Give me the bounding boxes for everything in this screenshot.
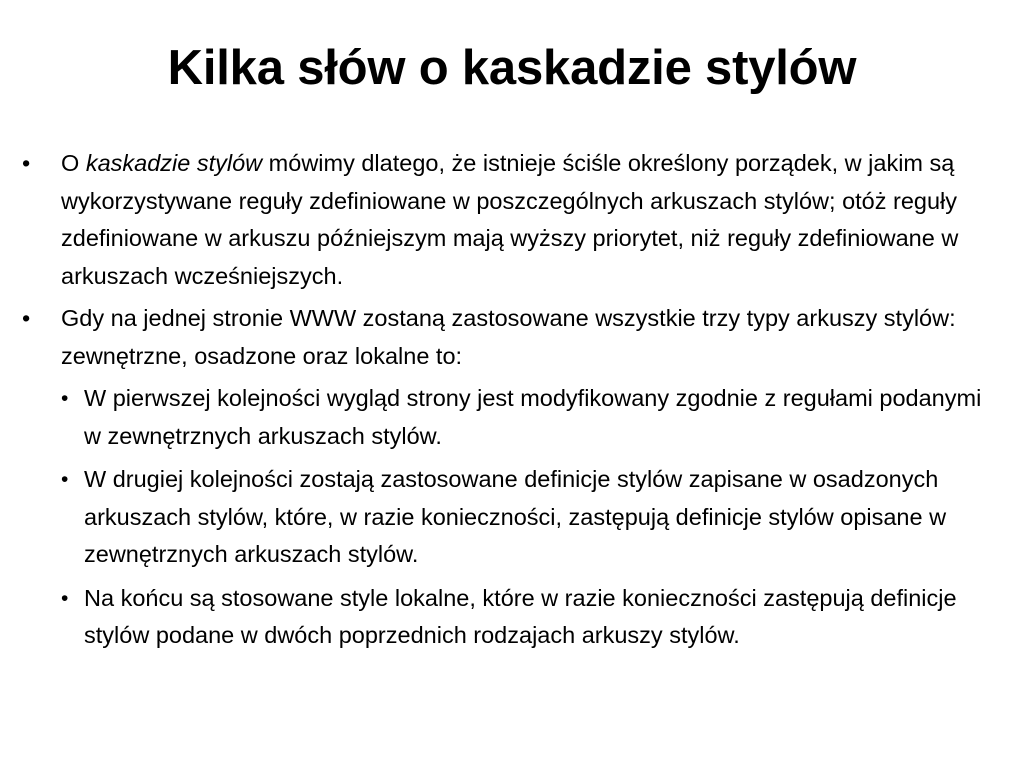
sub-bullet-item-local	[61, 580, 997, 655]
bullet-icon: •	[22, 305, 31, 331]
bullet-item-three-stylesheet-types	[22, 300, 997, 375]
sub-bullet-text: W pierwszej kolejności wygląd strony jest modyfikowany zgodnie z regułami podanymi w zewnętrznych arkuszach stylów.	[84, 385, 982, 449]
bullet-icon: •	[22, 150, 31, 176]
bullet-text-emphasis: kaskadzie stylów	[85, 150, 263, 176]
sub-bullet-text: W drugiej kolejności zostają zastosowane definicje stylów zapisane w osadzonych arkuszach stylów, które, w razie konieczności, zastępują definicje stylów opisane w zewnętrznych arkuszach stylów.	[84, 466, 947, 567]
sub-bullet-item-external	[61, 380, 997, 455]
bullet-text-pre: O	[61, 150, 86, 176]
bullet-text: Gdy na jednej stronie WWW zostaną zastosowane wszystkie trzy typy arkuszy stylów: zewnętrzne, osadzone oraz lokalne to:	[61, 305, 956, 369]
sub-bullet-text: Na końcu są stosowane style lokalne, które w razie konieczności zastępują definicje stylów podane w dwóch poprzednich rodzajach arkuszy stylów.	[84, 584, 957, 648]
slide-title: Kilka słów o kaskadzie stylów	[167, 41, 857, 95]
bullet-icon: •	[61, 468, 69, 491]
sub-bullet-item-embedded	[61, 461, 997, 574]
slide-content	[22, 145, 997, 661]
bullet-item-cascade-definition	[22, 145, 997, 295]
bullet-icon: •	[61, 387, 69, 410]
bullet-icon: •	[61, 586, 69, 610]
bullet-text-post: mówimy dlatego, że istnieje ściśle określony porządek, w jakim są wykorzystywane reguły zdefiniowane w poszczególnych arkuszach stylów; otóż reguły zdefiniowane w arkuszu późniejszym mają wyższy priorytet, niż reguły zdefiniowane w arkuszach wcześniejszych.	[61, 150, 959, 289]
